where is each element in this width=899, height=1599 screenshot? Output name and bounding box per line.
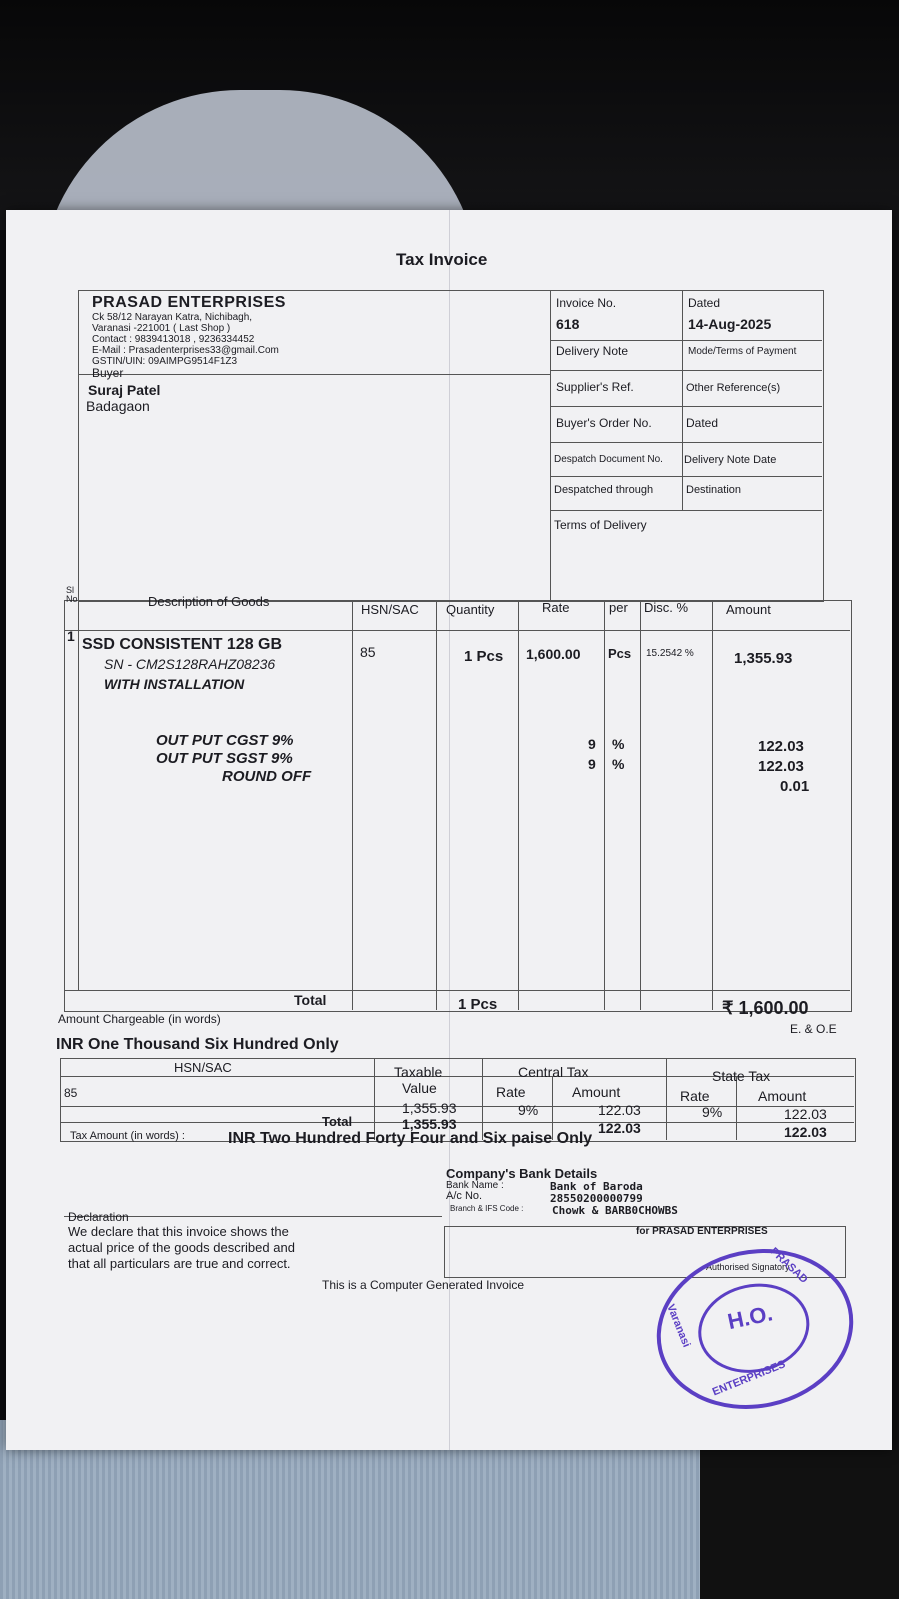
- dated-value: 14-Aug-2025: [688, 316, 772, 332]
- col-disc: [640, 600, 641, 1010]
- eoe-label: E. & O.E: [790, 1022, 837, 1036]
- seller-name: PRASAD ENTERPRISES: [92, 294, 286, 311]
- ts-col-4: [666, 1058, 667, 1140]
- destination-label: Destination: [686, 484, 742, 496]
- seller-gstin: GSTIN/UIN: 09AIMPG9514F1Z3: [92, 356, 238, 367]
- invoice-no-label: Invoice No.: [556, 296, 617, 310]
- ts-state-label: State Tax: [712, 1068, 771, 1084]
- item-qty: 1 Pcs: [464, 648, 504, 665]
- other-refs-label: Other Reference(s): [686, 382, 781, 394]
- items-total-line: [64, 990, 850, 991]
- dated2-label: Dated: [686, 416, 719, 430]
- tax-sgst-amount: 122.03: [758, 758, 804, 775]
- buyer-line: [78, 374, 550, 375]
- items-header-line: [64, 630, 850, 631]
- ts-c-amount-label: Amount: [572, 1084, 621, 1100]
- tax-summary-line-3: [60, 1122, 854, 1123]
- item-note: WITH INSTALLATION: [104, 676, 245, 692]
- bank-ac-label: A/c No.: [446, 1190, 483, 1202]
- ts-c-rate-label: Rate: [496, 1084, 526, 1100]
- item-amount: 1,355.93: [734, 650, 793, 667]
- declaration-label: Declaration: [68, 1210, 129, 1224]
- ts-row-s-amount: 122.03: [784, 1106, 827, 1122]
- rate-header: Rate: [542, 600, 570, 615]
- ts-col-5: [736, 1076, 737, 1140]
- invoice-paper: [6, 210, 892, 1450]
- buyers-order-label: Buyer's Order No.: [556, 416, 652, 430]
- amount-words-label: Amount Chargeable (in words): [58, 1012, 221, 1026]
- disc-header: Disc. %: [644, 600, 689, 615]
- total-amount: ₹ 1,600.00: [722, 998, 809, 1018]
- ts-row-c-amount: 122.03: [598, 1102, 641, 1118]
- delivery-note-label: Delivery Note: [556, 344, 629, 358]
- item-name: SSD CONSISTENT 128 GB: [82, 636, 283, 653]
- amount-words-value: INR One Thousand Six Hundred Only: [56, 1036, 339, 1053]
- meta-line-6: [550, 510, 822, 511]
- dated-label: Dated: [688, 296, 721, 310]
- col-hsn: [352, 600, 353, 1010]
- tax-summary-line-2: [60, 1106, 854, 1107]
- per-header: per: [609, 600, 628, 615]
- ts-row-hsn: 85: [64, 1086, 78, 1100]
- for-company: for PRASAD ENTERPRISES: [636, 1226, 768, 1237]
- computer-generated-note: This is a Computer Generated Invoice: [322, 1278, 525, 1292]
- buyer-label: Buyer: [92, 366, 124, 380]
- col-per: [604, 600, 605, 1010]
- ts-row-taxable: 1,355.93: [402, 1100, 457, 1116]
- ts-total-s-amount: 122.03: [784, 1124, 827, 1140]
- ts-total-taxable: 1,355.93: [402, 1116, 457, 1132]
- round-off-amount: 0.01: [780, 778, 810, 795]
- ts-value-label: Value: [402, 1080, 437, 1096]
- meta-line-5: [550, 476, 822, 477]
- item-hsn: 85: [360, 644, 376, 660]
- ts-col-1: [374, 1058, 375, 1140]
- seller-contact: Contact : 9839413018 , 9236334452: [92, 334, 255, 345]
- buyer-name: Suraj Patel: [88, 382, 161, 398]
- col-sl: [78, 600, 79, 990]
- tax-sgst-unit: %: [612, 756, 625, 772]
- ts-total-c-amount: 122.03: [598, 1120, 641, 1136]
- tax-cgst-rate: 9: [588, 736, 596, 752]
- ts-col-2: [482, 1058, 483, 1140]
- despatch-doc-label: Despatch Document No.: [554, 454, 663, 465]
- stamp-text-top: PRASAD: [767, 1245, 810, 1286]
- ts-hsn-label: HSN/SAC: [174, 1060, 232, 1075]
- mode-terms-label: Mode/Terms of Payment: [688, 346, 797, 357]
- col-rate: [518, 600, 519, 1010]
- despatched-through-label: Despatched through: [554, 484, 654, 496]
- ts-taxable-label: Taxable: [394, 1064, 443, 1080]
- ts-total-label: Total: [322, 1114, 353, 1129]
- ts-row-c-rate: 9%: [518, 1102, 539, 1118]
- bank-ifs: Chowk & BARB0CHOWBS: [552, 1204, 678, 1217]
- col-qty: [436, 600, 437, 1010]
- tax-words-label: Tax Amount (in words) :: [70, 1130, 185, 1142]
- meta-line-3: [550, 406, 822, 407]
- quantity-header: Quantity: [446, 602, 495, 617]
- bank-name: Bank of Baroda: [550, 1180, 643, 1193]
- col-amount: [712, 600, 713, 1010]
- item-per: Pcs: [608, 646, 632, 661]
- hsn-header: HSN/SAC: [361, 602, 419, 617]
- item-serial: SN - CM2S128RAHZ08236: [104, 656, 276, 672]
- tax-sgst-label: OUT PUT SGST 9%: [156, 750, 293, 767]
- seller-address-2: Varanasi -221001 ( Last Shop ): [92, 323, 231, 334]
- buyer-place: Badagaon: [86, 398, 150, 414]
- declaration-line-1: We declare that this invoice shows the: [68, 1224, 289, 1239]
- meta-divider: [682, 290, 683, 510]
- seller-email: E-Mail : Prasadenterprises33@gmail.Com: [92, 345, 279, 356]
- total-label: Total: [294, 992, 327, 1008]
- invoice-no: 618: [556, 316, 580, 332]
- stamp-text-left: Varanasi: [664, 1302, 693, 1350]
- ts-central-label: Central Tax: [518, 1064, 589, 1080]
- stamp-text-bottom: ENTERPRISES: [710, 1358, 788, 1399]
- item-sl: 1: [67, 628, 75, 644]
- invoice-title: Tax Invoice: [396, 250, 488, 269]
- declaration-line-3: that all particulars are true and correct.: [68, 1256, 291, 1271]
- bank-ac-no: 28550200000799: [550, 1192, 643, 1205]
- authorised-signatory: Authorised Signatory: [706, 1262, 790, 1272]
- total-qty: 1 Pcs: [458, 996, 498, 1013]
- ts-s-amount-label: Amount: [758, 1088, 807, 1104]
- ts-row-s-rate: 9%: [702, 1104, 723, 1120]
- meta-line-2: [550, 370, 822, 371]
- amount-header: Amount: [726, 602, 771, 617]
- ts-s-rate-label: Rate: [680, 1088, 710, 1104]
- stamp-center: H.O.: [725, 1300, 775, 1335]
- meta-line-1: [550, 340, 822, 341]
- tax-sgst-rate: 9: [588, 756, 596, 772]
- bank-ifs-label: Branch & IFS Code :: [450, 1204, 524, 1213]
- delivery-note-date-label: Delivery Note Date: [684, 454, 777, 466]
- declaration-line-2: actual price of the goods described and: [68, 1240, 295, 1255]
- meta-line-4: [550, 442, 822, 443]
- description-header: Description of Goods: [148, 594, 270, 609]
- tax-cgst-label: OUT PUT CGST 9%: [156, 732, 294, 749]
- bank-title: Company's Bank Details: [446, 1166, 598, 1181]
- tax-words-value: INR Two Hundred Forty Four and Six paise Only: [228, 1130, 593, 1147]
- item-disc: 15.2542 %: [646, 648, 694, 659]
- tax-cgst-unit: %: [612, 736, 625, 752]
- suppliers-ref-label: Supplier's Ref.: [556, 380, 634, 394]
- seller-address-1: Ck 58/12 Narayan Katra, Nichibagh,: [92, 312, 253, 323]
- tax-cgst-amount: 122.03: [758, 738, 804, 755]
- item-rate: 1,600.00: [526, 646, 581, 662]
- sl-header: Sl No: [66, 585, 78, 604]
- bank-name-label: Bank Name :: [446, 1180, 504, 1191]
- header-divider: [550, 290, 551, 600]
- terms-delivery-label: Terms of Delivery: [554, 518, 647, 532]
- round-off-label: ROUND OFF: [222, 768, 312, 785]
